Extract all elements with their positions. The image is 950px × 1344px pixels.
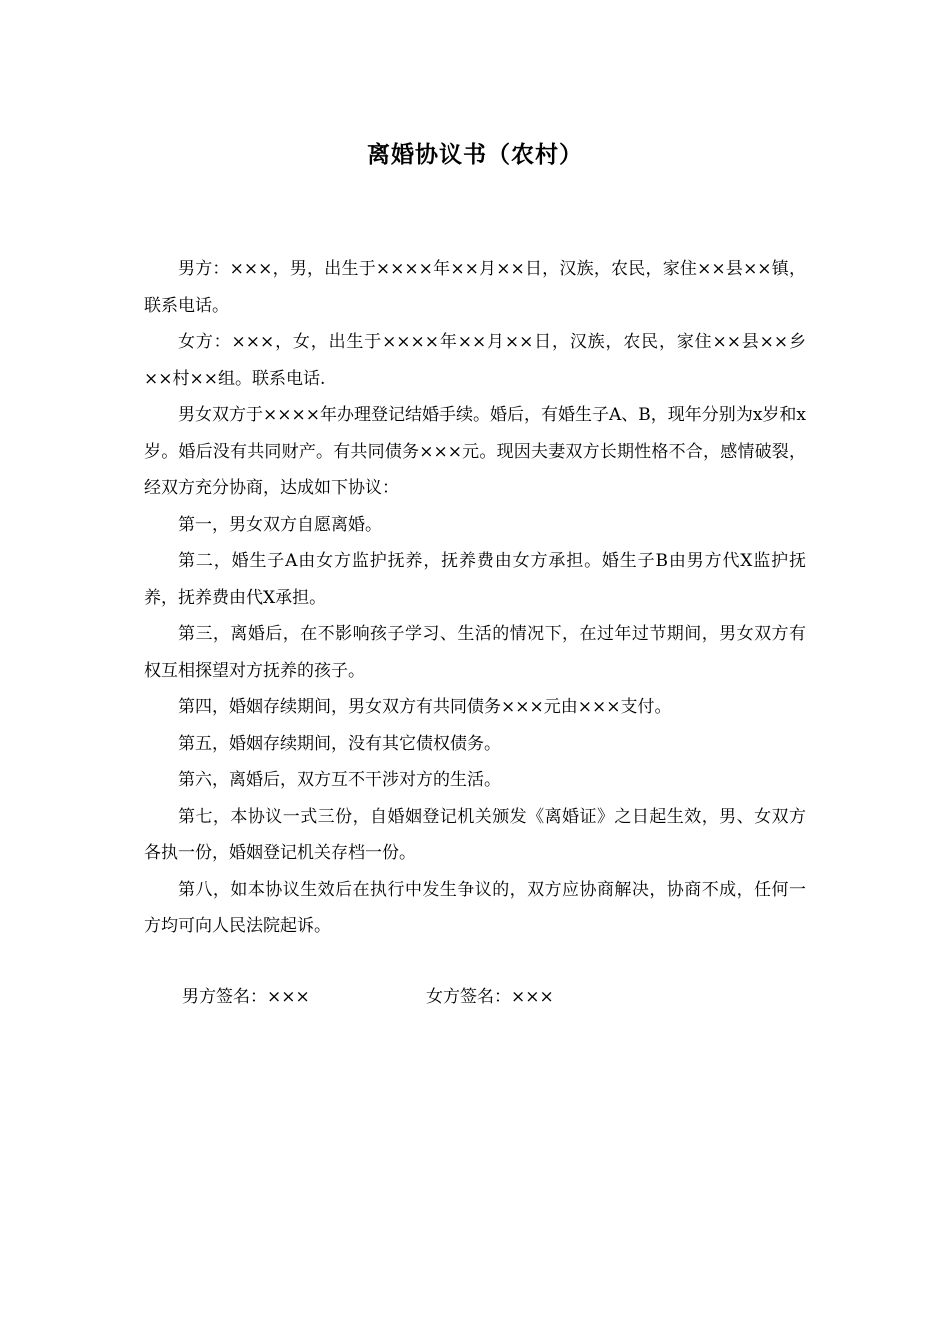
document-title: 离婚协议书（农村） [367,141,583,168]
paragraph-background: 男女双方于××××年办理登记结婚手续。婚后，有婚生子A、B，现年分别为x岁和x岁。婚后没有共同财产。有共同债务×××元。现因夫妻双方长期性格不合，感情破裂，经双方充分协商，达成如下协议： [144,405,806,498]
paragraph-clause-7: 第七，本协议一式三份，自婚姻登记机关颁发《离婚证》之日起生效，男、女双方各执一份，婚姻登记机关存档一份。 [144,806,806,863]
paragraph-clause-3: 第三，离婚后，在不影响孩子学习、生活的情况下，在过年过节期间，男女双方有权互相探望对方抚养的孩子。 [144,624,806,681]
paragraph-clause-8: 第八，如本协议生效后在执行中发生争议的，双方应协商解决，协商不成，任何一方均可向人民法院起诉。 [144,879,806,936]
paragraph-male-party: 男方：×××，男，出生于××××年××月××日，汉族，农民，家住××县××镇，联系电话。 [144,259,806,316]
paragraph-clause-1: 第一，男女双方自愿离婚。 [178,514,382,535]
paragraph-clause-2: 第二，婚生子A由女方监护抚养，抚养费由女方承担。婚生子B由男方代X监护抚养，抚养费由代X承担。 [144,551,806,608]
paragraph-female-party: 女方：×××，女，出生于××××年××月××日，汉族，农民，家住××县××乡××村××组。联系电话. [144,332,806,389]
document-body [144,251,806,945]
female-signature: 女方签名：××× [426,987,554,1007]
paragraph-clause-5: 第五，婚姻存续期间，没有其它债权债务。 [178,733,501,754]
paragraph-clause-4: 第四，婚姻存续期间，男女双方有共同债务×××元由×××支付。 [178,697,672,717]
male-signature: 男方签名：××× [182,987,310,1007]
paragraph-clause-6: 第六，离婚后，双方互不干涉对方的生活。 [178,770,501,790]
